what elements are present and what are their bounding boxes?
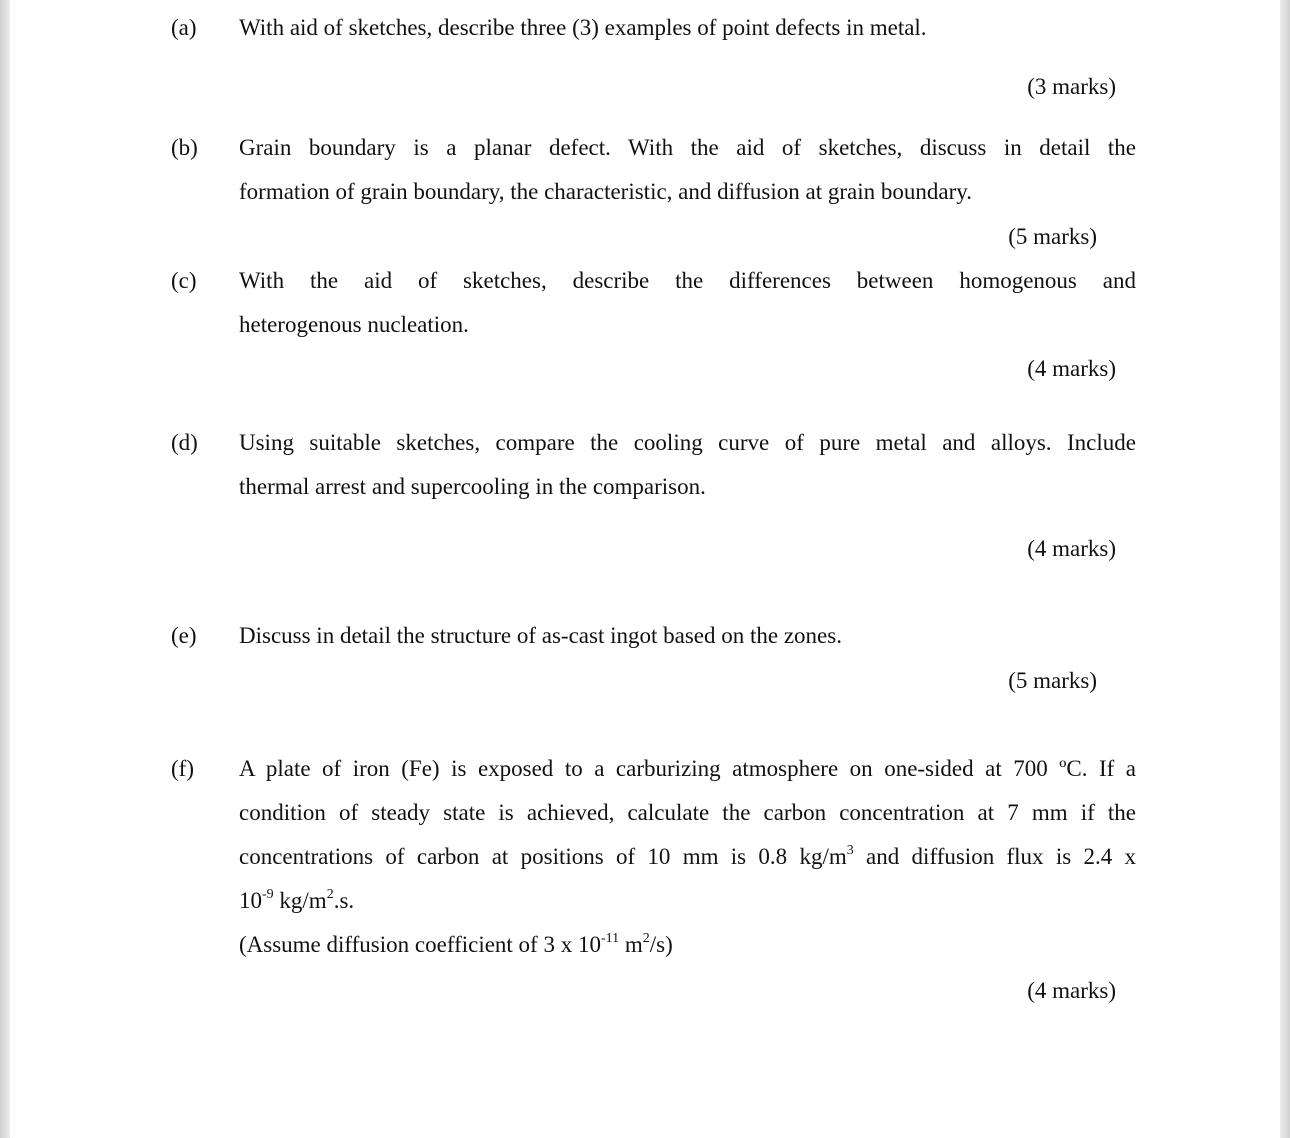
question-f-line-4 (239, 879, 1136, 923)
question-f-assumption (239, 923, 1136, 967)
question-b-line-1: Grain boundary is a planar defect. With the aid of sketches, discuss in detail the (239, 135, 1136, 160)
assumption-text: (Assume diffusion coefficient of 3 x 10 (239, 932, 601, 957)
question-f-text (239, 747, 1136, 967)
assumption-end: /s) (649, 932, 673, 957)
question-a-line-1: With aid of sketches, describe three (3) examples of point defects in metal. (239, 15, 927, 40)
question-a-label: (a) (171, 15, 197, 40)
question-e-text (239, 614, 1136, 658)
question-f-line-3 (239, 835, 1136, 879)
question-b-label: (b) (171, 135, 198, 160)
question-c-line-2: heterogenous nucleation. (239, 312, 469, 337)
question-a-marks: (3 marks) (1027, 74, 1116, 99)
square-superscript: 2 (326, 887, 334, 903)
question-c-line-1: With the aid of sketches, describe the differences between homogenous and (239, 268, 1136, 293)
exponent-superscript: -9 (262, 887, 274, 903)
question-b-text (239, 126, 1136, 214)
question-d-label: (d) (171, 430, 198, 455)
document-page (10, 0, 1280, 1138)
question-e-line-1: Discuss in detail the structure of as-cast ingot based on the zones. (239, 623, 842, 648)
cubic-superscript: 3 (846, 843, 854, 859)
question-f-marks: (4 marks) (1027, 978, 1116, 1003)
question-f-line-1: A plate of iron (Fe) is exposed to a carburizing atmosphere on one-sided at 700 ºC. If a (239, 756, 1136, 781)
question-c-marks: (4 marks) (1027, 356, 1116, 381)
question-c-label: (c) (171, 268, 197, 293)
question-d-marks: (4 marks) (1027, 536, 1116, 561)
assumption-square-superscript: 2 (642, 931, 650, 947)
question-f-line-4-base: 10 (239, 888, 262, 913)
question-f-line-3-text: concentrations of carbon at positions of 10 mm is 0.8 kg/m (239, 844, 847, 869)
question-d-line-1: Using suitable sketches, compare the cooling curve of pure metal and alloys. Include (239, 430, 1136, 455)
question-d-line-2: thermal arrest and supercooling in the comparison. (239, 474, 706, 499)
question-f-line-4-end: .s. (333, 888, 355, 913)
assumption-exponent-superscript: -11 (600, 931, 620, 947)
page-right-edge (1280, 0, 1290, 1138)
question-c-text (239, 259, 1136, 347)
question-e-marks: (5 marks) (1008, 668, 1097, 693)
question-f-line-4-unit: kg/m (273, 888, 327, 913)
question-b-line-2: formation of grain boundary, the characteristic, and diffusion at grain boundary. (239, 179, 972, 204)
question-e-label: (e) (171, 623, 197, 648)
assumption-unit: m (619, 932, 643, 957)
question-b-marks: (5 marks) (1008, 224, 1097, 249)
question-f-label: (f) (171, 756, 194, 781)
question-f-line-2: condition of steady state is achieved, calculate the carbon concentration at 7 mm if the (239, 800, 1136, 825)
question-a-text (239, 6, 1136, 50)
question-d-text (239, 421, 1136, 509)
page-left-edge (0, 0, 10, 1138)
question-f-line-3-rest: and diffusion flux is 2.4 x (853, 844, 1136, 869)
